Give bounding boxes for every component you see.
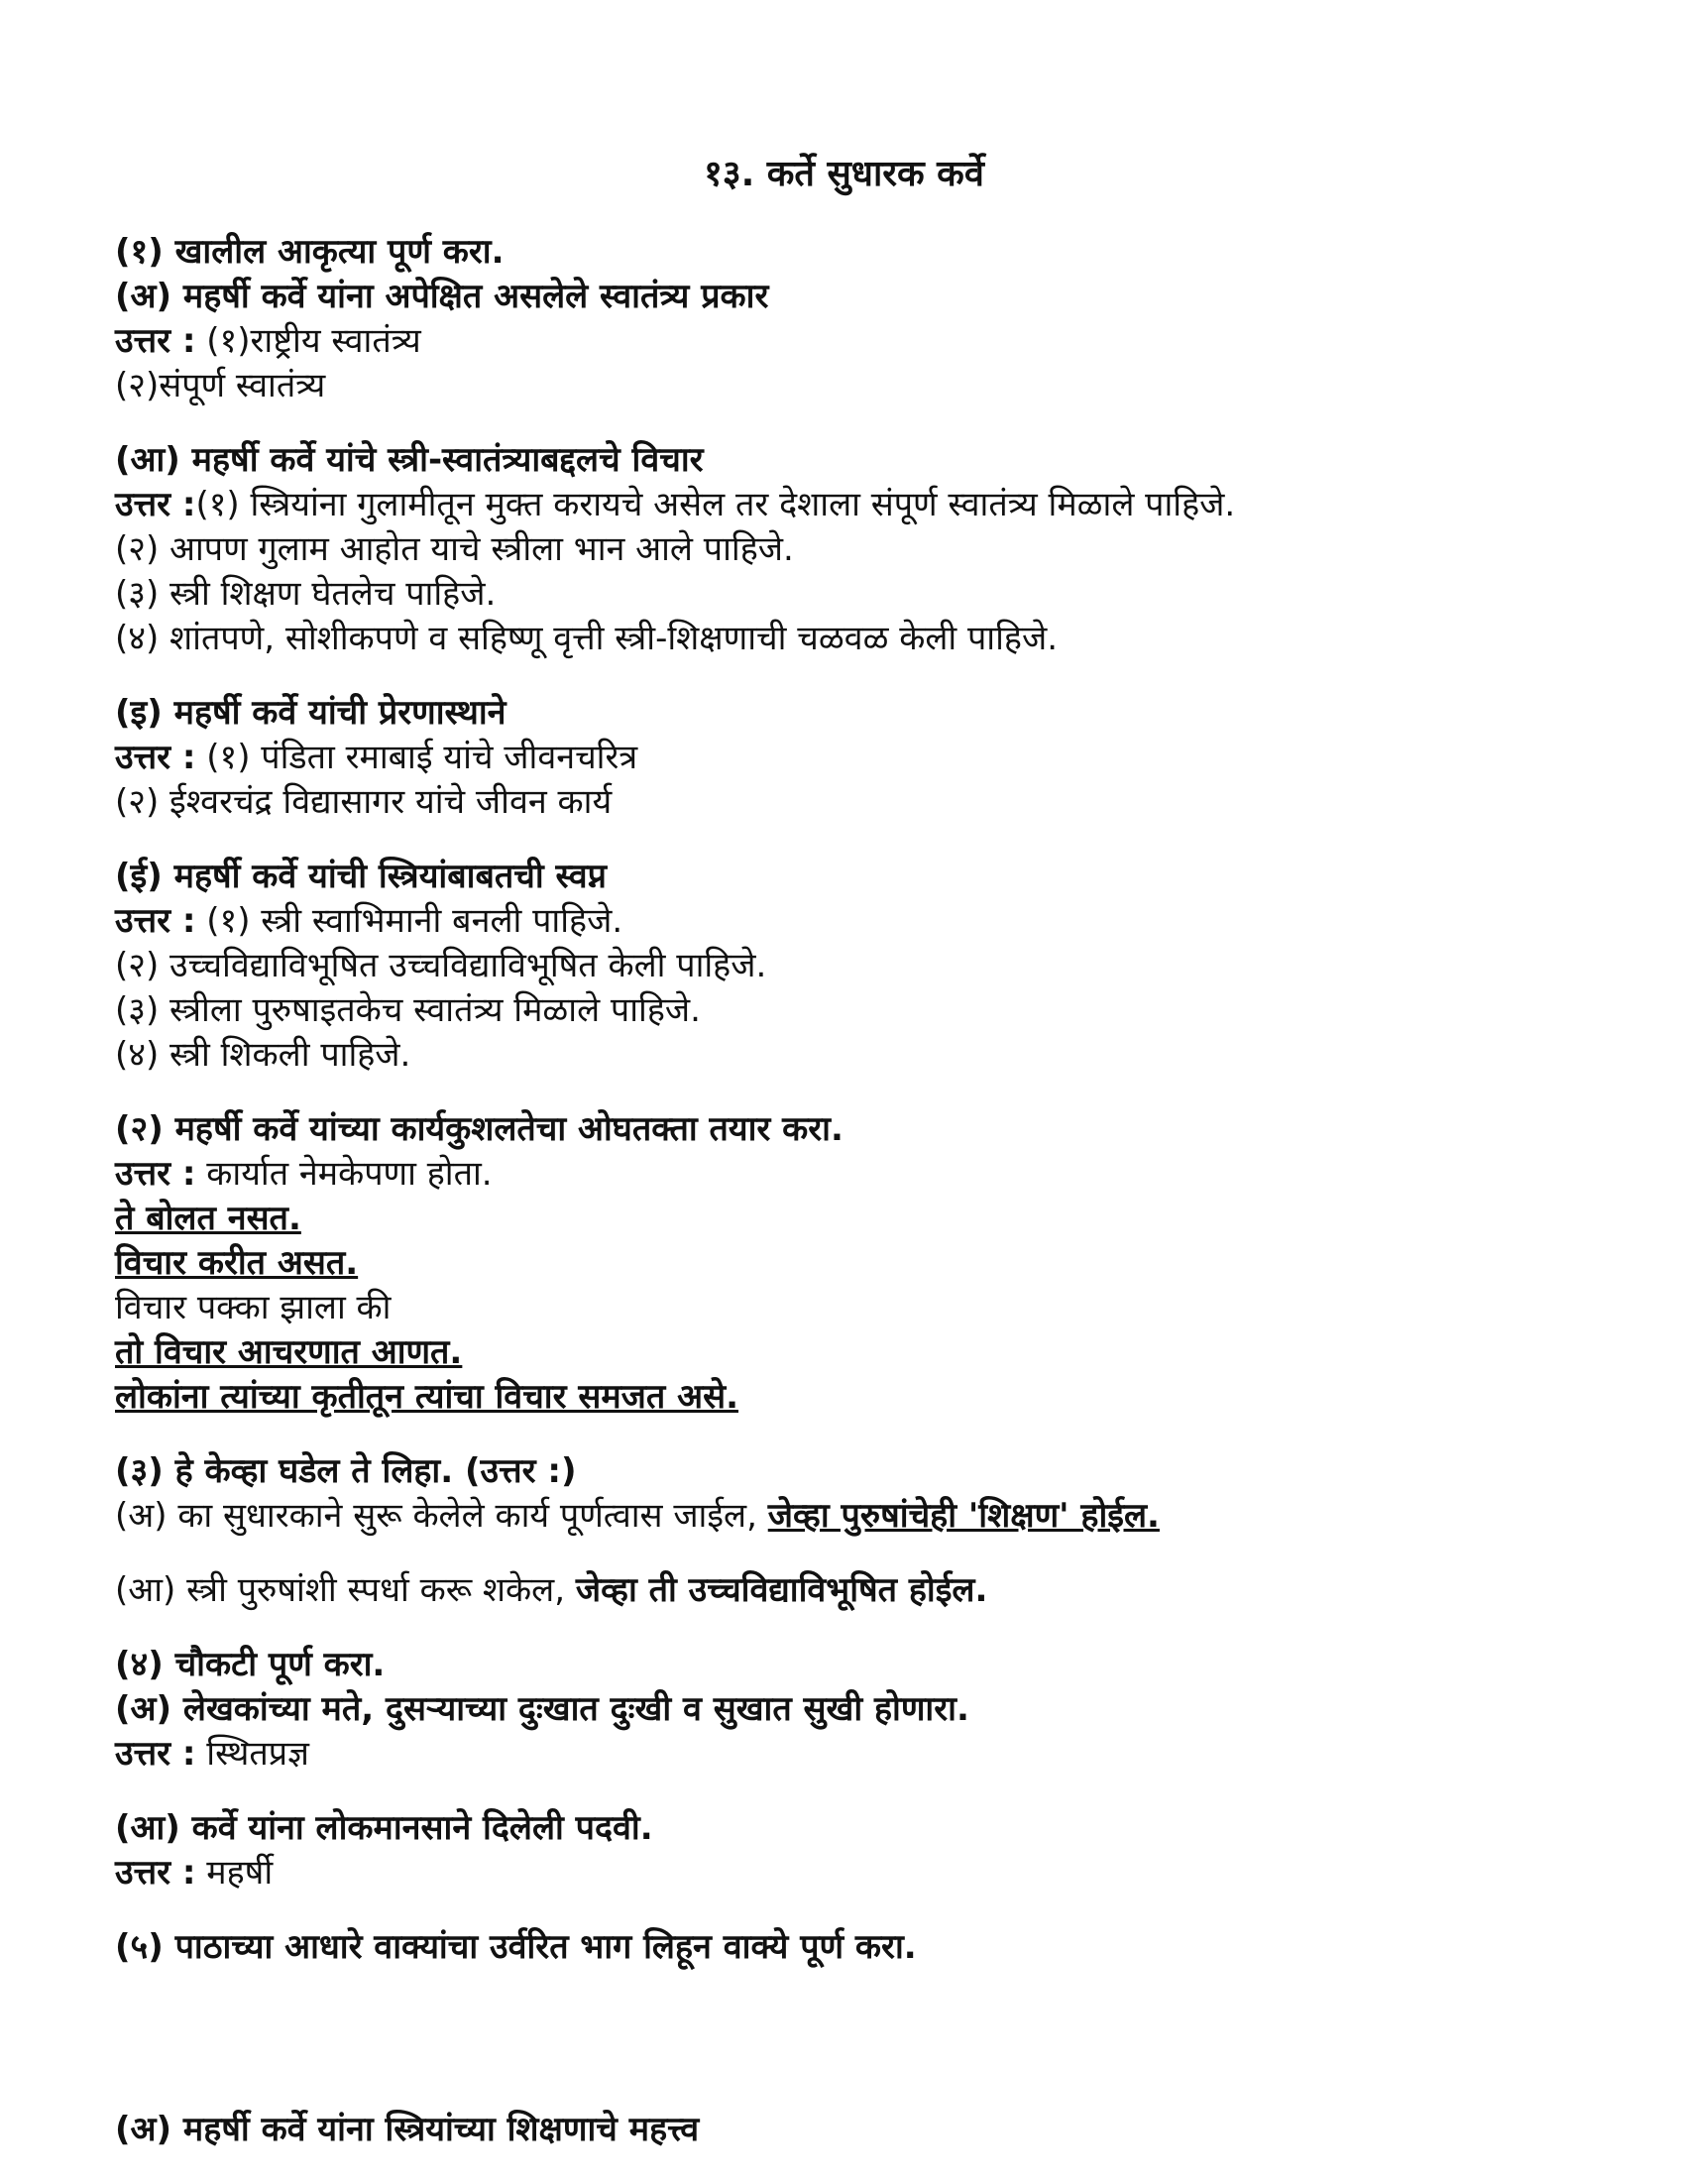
page-title: १३. कर्ते सुधारक कर्वे bbox=[704, 154, 984, 194]
q1-ii-heading: (ई) महर्षी कर्वे यांची स्त्रियांबाबतची स्वप्न bbox=[115, 857, 607, 896]
question-4-heading: (४) चौकटी पूर्ण करा. bbox=[115, 1645, 386, 1684]
answer-text: स्थितप्रज्ञ bbox=[206, 1734, 309, 1774]
question-1-heading: (१) खालील आकृत्या पूर्ण करा. bbox=[115, 232, 505, 272]
q4-a-heading: (अ) लेखकांच्या मते, दुसऱ्याच्या दुःखात दुःखी व सुखात सुखी होणारा. bbox=[115, 1689, 969, 1729]
q2-flow-step: विचार करीत असत. bbox=[115, 1243, 359, 1283]
answer-label: उत्तर : bbox=[115, 321, 196, 361]
q2-flow-step: तो विचार आचरणात आणत. bbox=[115, 1332, 463, 1372]
question-2-heading: (२) महर्षी कर्वे यांच्या कार्यकुशलतेचा ओघतक्ता तयार करा. bbox=[115, 1109, 844, 1149]
q3-a-line bbox=[115, 1494, 1622, 1539]
cut-off-text: (अ) महर्षी कर्वे यांना स्त्रियांच्या शिक्षणाचे महत्त्व bbox=[115, 2110, 700, 2149]
answer-label: उत्तर : bbox=[115, 1853, 196, 1893]
q2-flow-step: लोकांना त्यांच्या कृतीतून त्यांचा विचार समजत असे. bbox=[115, 1377, 738, 1417]
q1-i-answer-2: (२) ईश्वरचंद्र विद्यासागर यांचे जीवन कार्य bbox=[115, 782, 613, 822]
q4-b-heading: (आ) कर्वे यांना लोकमानसाने दिलेली पदवी. bbox=[115, 1808, 653, 1848]
answer-text: (१) स्त्री स्वाभिमानी बनली पाहिजे. bbox=[206, 901, 623, 941]
q3-b-answer: जेव्हा ती उच्चविद्याविभूषित होईल. bbox=[575, 1570, 988, 1610]
q2-flow-step: ते बोलत नसत. bbox=[115, 1199, 301, 1238]
q1-ii-answer-2: (२) उच्चविद्याविभूषित उच्चविद्याविभूषित केली पाहिजे. bbox=[115, 946, 767, 985]
question-3-heading: (३) हे केव्हा घडेल ते लिहा. (उत्तर :) bbox=[115, 1451, 577, 1491]
answer-label: उत्तर : bbox=[115, 738, 196, 777]
q4-b-answer bbox=[115, 1851, 1622, 1896]
answer-label: उत्तर : bbox=[115, 485, 196, 524]
q3-a-answer: जेव्हा पुरुषांचेही 'शिक्षण' होईल. bbox=[767, 1496, 1160, 1536]
q1-a-heading: (अ) महर्षी कर्वे यांना अपेक्षित असलेले स्वातंत्र्य प्रकार bbox=[115, 277, 769, 316]
q3-a-text: (अ) का सुधारकाने सुरू केलेले कार्य पूर्णत्वास जाईल, bbox=[115, 1496, 757, 1536]
q1-aa-answer-3: (३) स्त्री शिक्षण घेतलेच पाहिजे. bbox=[115, 574, 497, 614]
cut-off-line bbox=[115, 2094, 967, 2149]
question-5-heading: (५) पाठाच्या आधारे वाक्यांचा उर्वरित भाग लिहून वाक्ये पूर्ण करा. bbox=[115, 1927, 917, 1967]
q3-b-line bbox=[115, 1568, 1622, 1613]
q3-b-text: (आ) स्त्री पुरुषांशी स्पर्धा करू शकेल, bbox=[115, 1570, 566, 1610]
q2-flow-step: विचार पक्का झाला की bbox=[115, 1288, 392, 1327]
answer-text: (१) स्त्रियांना गुलामीतून मुक्त करायचे असेल तर देशाला संपूर्ण स्वातंत्र्य मिळाले पाहिजे. bbox=[195, 485, 1236, 524]
answer-text: (१)राष्ट्रीय स्वातंत्र्य bbox=[206, 321, 421, 361]
answer-text: (१) पंडिता रमाबाई यांचे जीवनचरित्र bbox=[206, 738, 638, 777]
document-body bbox=[115, 230, 1622, 1970]
q1-ii-answer-3: (३) स्त्रीला पुरुषाइतकेच स्वातंत्र्य मिळाले पाहिजे. bbox=[115, 990, 701, 1030]
q1-aa-heading: (आ) महर्षी कर्वे यांचे स्त्री-स्वातंत्र्याबद्दलचे विचार bbox=[115, 440, 704, 480]
q1-aa-answer-2: (२) आपण गुलाम आहोत याचे स्त्रीला भान आले पाहिजे. bbox=[115, 529, 794, 569]
q4-a-answer bbox=[115, 1732, 1622, 1777]
answer-text: कार्यात नेमकेपणा होता. bbox=[206, 1154, 493, 1194]
q1-ii-answer-1 bbox=[115, 899, 1622, 944]
q1-i-answer-1 bbox=[115, 736, 1622, 780]
answer-text: महर्षी bbox=[206, 1853, 274, 1893]
answer-label: उत्तर : bbox=[115, 1154, 196, 1194]
q1-ii-answer-4: (४) स्त्री शिकली पाहिजे. bbox=[115, 1035, 411, 1075]
answer-label: उत्तर : bbox=[115, 1734, 196, 1774]
q1-aa-answer-4: (४) शांतपणे, सोशीकपणे व सहिष्णू वृत्ती स्त्री-शिक्षणाची चळवळ केली पाहिजे. bbox=[115, 619, 1059, 658]
q1-aa-answer-1 bbox=[115, 483, 1622, 527]
q1-a-answer-1 bbox=[115, 319, 1622, 364]
q1-a-answer-2: (२)संपूर्ण स्वातंत्र्य bbox=[115, 366, 326, 405]
answer-label: उत्तर : bbox=[115, 901, 196, 941]
q2-answer-1 bbox=[115, 1152, 1622, 1197]
q1-i-heading: (इ) महर्षी कर्वे यांची प्रेरणास्थाने bbox=[115, 693, 506, 733]
